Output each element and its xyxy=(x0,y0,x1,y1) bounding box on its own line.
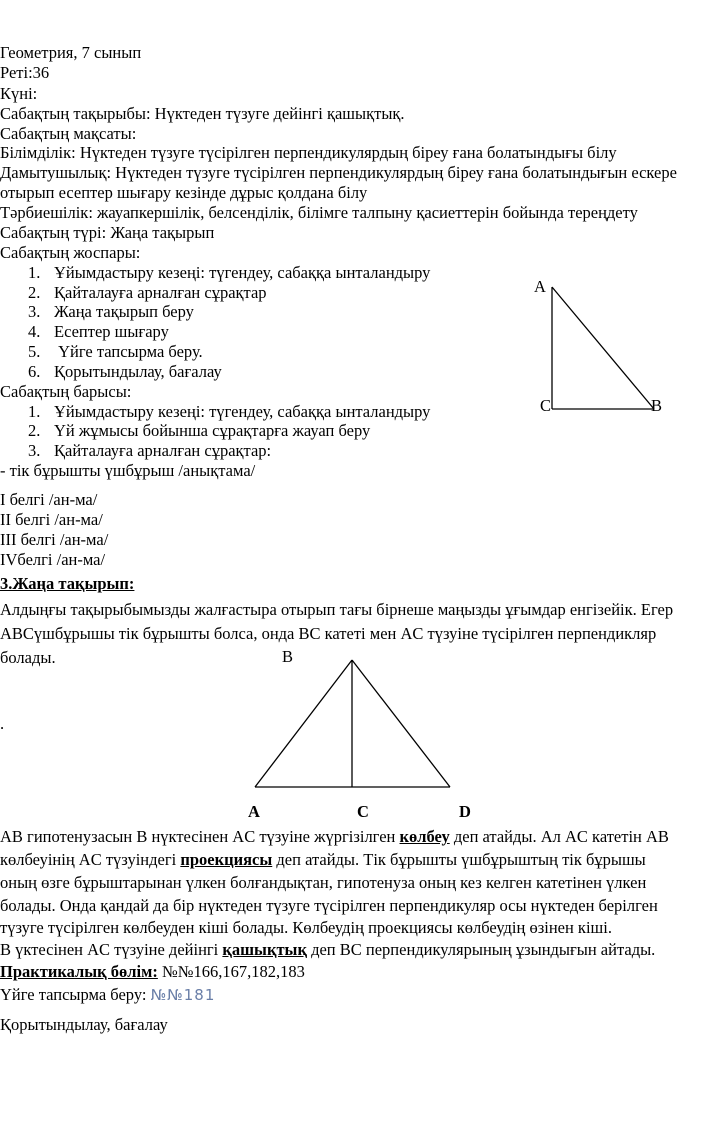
plan-item: 6. Қорытындылау, бағалау xyxy=(28,362,222,381)
figure2-label-b: B xyxy=(282,647,294,666)
subject-line: Геометрия, 7 сынып xyxy=(0,43,142,62)
plan-item: 2. Қайталауға арналған сұрақтар xyxy=(28,283,267,302)
progress-item: 1. Ұйымдастыру кезеңі: түгендеу, сабаққа ынталандыру xyxy=(28,402,431,421)
sign-1: I белгі /ан-ма/ xyxy=(0,490,98,509)
practice-problems: №№166,167,182,183 xyxy=(157,962,305,981)
plan-title: Сабақтың жоспары: xyxy=(0,243,141,262)
goal-development-line1: Дамытушылық: Нүктеден түзуге түсірілген перпендикулярдың біреу ғана болатындығын ескере xyxy=(0,163,677,182)
term-projection: проекциясы xyxy=(180,850,273,869)
right-triangle-figure xyxy=(552,287,654,409)
explanation-line5: түзуге түсірілген көлбеуден кіші болады. Көлбеудің проекциясы көлбеудің өзінен кіші. xyxy=(0,918,612,937)
progress-item: 3. Қайталауға арналған сұрақтар: xyxy=(28,441,272,460)
topic-line: Сабақтың тақырыбы: Нүктеден түзуге дейінгі қашықтық. xyxy=(0,104,405,123)
explanation-line1: AB гипотенузасын B нүктесінен AC түзуіне жүргізілген көлбеу деп атайды. Ал AC катетін AB xyxy=(0,827,669,846)
new-topic-line1: Алдыңғы тақырыбымызды жалғастыра отырып тағы бірнеше маңызды ұғымдар енгізейік. Егер xyxy=(0,600,674,619)
new-topic-line2: ABCүшбұрышы тік бұрышты болса, онда BC катеті мен AC түзуіне түсірілген перпендикляр xyxy=(0,624,657,643)
order-line: Реті:36 xyxy=(0,63,50,82)
plan-item: 3. Жаңа тақырып беру xyxy=(28,302,194,321)
progress-item: 2. Үй жұмысы бойынша сұрақтарға жауап беру xyxy=(28,421,371,440)
figure1-label-c: C xyxy=(540,396,552,415)
sign-3: III белгі /ан-ма/ xyxy=(0,530,109,549)
new-topic-heading: 3.Жаңа тақырып: xyxy=(0,574,135,593)
term-slant: көлбеу xyxy=(399,827,450,846)
goal-development-line2: отырып есептер шығару кезінде дұрыс қолдана білу xyxy=(0,183,368,202)
figure1-label-a: A xyxy=(534,277,546,296)
triangle2-side-ba xyxy=(255,660,352,787)
date-line: Күні: xyxy=(0,84,38,103)
sign-2: II белгі /ан-ма/ xyxy=(0,510,103,529)
explanation-line4: болады. Онда қандай да бір нүктеден түзуге түсірілген перпендикуляр осы нүктеден берілген xyxy=(0,896,658,915)
right-triangle-definition: - тік бұрышты үшбұрыш /анықтама/ xyxy=(0,461,256,480)
explanation-line3: оның өзге бұрыштарынан үлкен болғандықтан, гипотенуза оның кез келген катетінен үлкен xyxy=(0,873,647,892)
explanation-line6: В үктесінен AC түзуіне дейінгі қашықтық деп BC перпендикулярының ұзындығын айтады. xyxy=(0,940,656,959)
explanation-line2: көлбеуінің AC түзуіндегі проекциясы деп атайды. Тік бұрышты үшбұрыштың тік бұрышы xyxy=(0,850,646,869)
practice-line xyxy=(0,962,305,982)
lesson-type: Сабақтың түрі: Жаңа тақырып xyxy=(0,223,215,242)
figure2-label-d: D xyxy=(459,802,471,821)
isosceles-triangle-figure xyxy=(255,660,450,787)
plan-item: 5. Үйге тапсырма беру. xyxy=(28,342,203,361)
sign-4: IVбелгі /ан-ма/ xyxy=(0,550,106,569)
progress-title: Сабақтың барысы: xyxy=(0,382,132,401)
homework-line xyxy=(0,985,215,1005)
goal-upbringing: Тәрбиешілік: жауапкершілік, белсенділік, білімге талпыну қасиеттерін бойында тереңдету xyxy=(0,203,638,222)
term-distance: қашықтық xyxy=(222,940,307,959)
figure1-label-b: B xyxy=(651,396,663,415)
plan-item: 4. Есептер шығару xyxy=(28,322,169,341)
stray-dot: . xyxy=(0,714,5,733)
figure2-label-c: C xyxy=(357,802,369,821)
goals-title: Сабақтың мақсаты: xyxy=(0,124,137,143)
homework-label: Үйге тапсырма беру: xyxy=(0,985,151,1004)
triangle1-side-ab xyxy=(552,287,654,409)
summary-line: Қорытындылау, бағалау xyxy=(0,1015,168,1034)
homework-value: №№181 xyxy=(150,986,216,1004)
new-topic-line3: болады. xyxy=(0,648,56,667)
goal-education: Білімділік: Нүктеден түзуге түсірілген перпендикулярдың біреу ғана болатындығы білу xyxy=(0,143,617,162)
figure2-label-a: A xyxy=(248,802,260,821)
practice-label: Практикалық бөлім: xyxy=(0,962,158,981)
triangle2-side-bd xyxy=(352,660,450,787)
plan-item: 1. Ұйымдастыру кезеңі: түгендеу, сабаққа ынталандыру xyxy=(28,263,431,282)
